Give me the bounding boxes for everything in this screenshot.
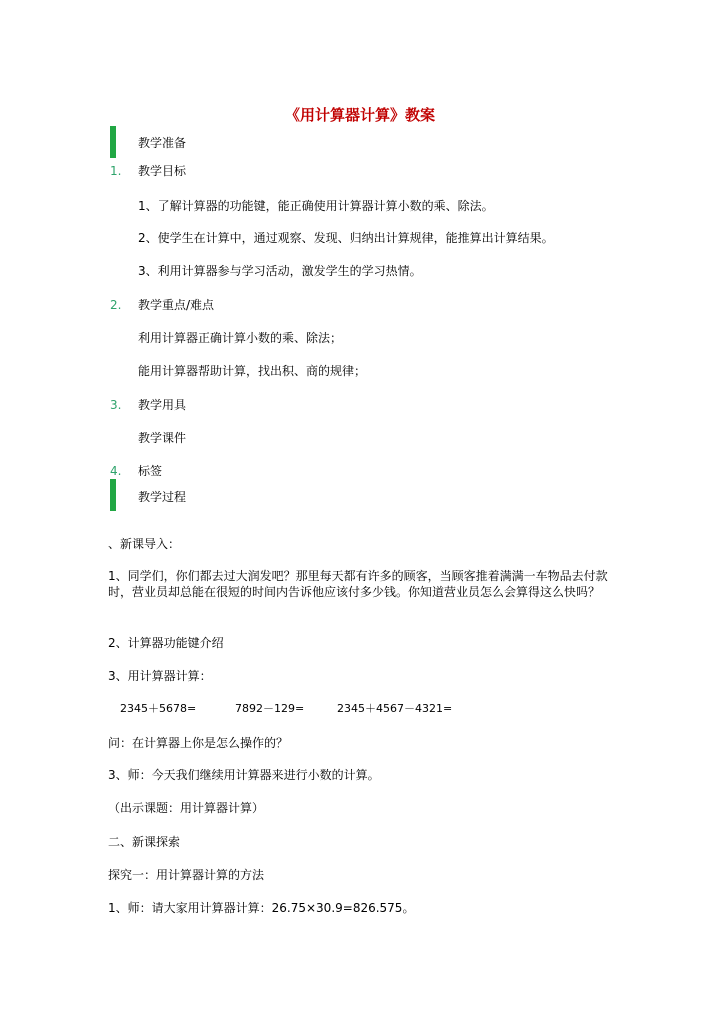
paragraph: 3、用计算器计算： <box>108 669 212 683</box>
equation: 2345＋4567－4321= <box>337 702 453 715</box>
item-number: 2. <box>110 298 122 312</box>
paragraph: 2、计算器功能键介绍 <box>108 636 224 650</box>
item-number: 4. <box>110 464 122 478</box>
equation: 2345＋5678= <box>120 702 197 715</box>
paragraph: 1、师：请大家用计算器计算：26.75×30.9=826.575。 <box>108 901 415 915</box>
item-heading-key-points: 教学重点/难点 <box>138 298 215 312</box>
equation: 7892－129= <box>235 702 305 715</box>
key-point-line: 利用计算器正确计算小数的乘、除法； <box>138 331 343 345</box>
item-number: 3. <box>110 398 122 412</box>
item-heading-tags: 标签 <box>138 464 163 478</box>
document-title: 《用计算器计算》教案 <box>284 106 435 124</box>
item-heading-tools: 教学用具 <box>138 398 187 412</box>
tools-line: 教学课件 <box>138 431 187 445</box>
key-point-line: 能用计算器帮助计算，找出积、商的规律； <box>138 364 367 378</box>
item-heading-goals: 教学目标 <box>138 164 187 178</box>
intro-heading: 、新课导入： <box>108 537 181 551</box>
item-number: 1. <box>110 164 122 178</box>
section-heading-process: 教学过程 <box>138 490 187 504</box>
goal-line: 3、利用计算器参与学习活动，激发学生的学习热情。 <box>138 264 422 278</box>
paragraph: （出示课题：用计算器计算） <box>108 801 265 815</box>
paragraph: 3、师：今天我们继续用计算器来进行小数的计算。 <box>108 768 380 782</box>
paragraph: 问：在计算器上你是怎么操作的？ <box>108 736 289 750</box>
paragraph: 1、同学们，你们都去过大润发吧？那里每天都有许多的顾客，当顾客推着满满一车物品去付款时，营业员却总能在很短的时间内告诉他应该付多少钱。你知道营业员怎么会算得这么快吗？ <box>108 569 608 599</box>
subheading: 二、新课探索 <box>108 835 181 849</box>
goal-line: 1、了解计算器的功能键，能正确使用计算器计算小数的乘、除法。 <box>138 199 494 213</box>
section-heading-prep: 教学准备 <box>138 136 187 150</box>
goal-line: 2、使学生在计算中，通过观察、发现、归纳出计算规律，能推算出计算结果。 <box>138 231 554 245</box>
section-marker-bar <box>110 126 116 158</box>
paragraph: 探究一：用计算器计算的方法 <box>108 868 265 882</box>
section-marker-bar <box>110 479 116 511</box>
